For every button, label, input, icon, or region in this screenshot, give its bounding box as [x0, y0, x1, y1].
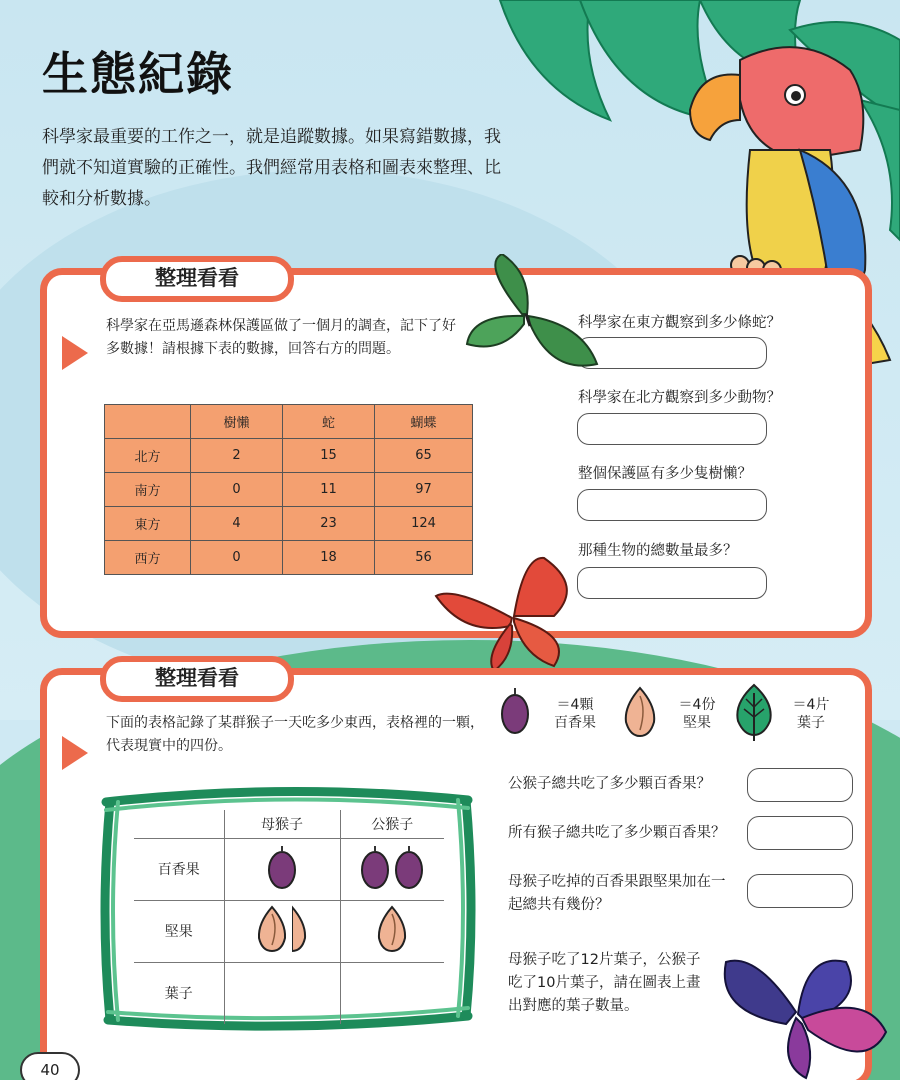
- survey-table: [104, 404, 473, 575]
- row-label: 堅果: [134, 900, 224, 962]
- nut-icon: [622, 686, 658, 738]
- question-all-passionfruit: 所有猴子總共吃了多少顆百香果？: [508, 825, 726, 841]
- nut-icon: [376, 905, 408, 953]
- table-cell: 18: [283, 541, 375, 575]
- table-cell: 2: [191, 439, 283, 473]
- legend-passionfruit-text: [540, 696, 610, 732]
- section2-heading: 整理看看: [100, 656, 294, 702]
- table-header-cell: 母猴子: [224, 810, 340, 838]
- question-female-total: 母猴子吃掉的百香果跟堅果加在一起總共有幾份？: [508, 874, 726, 913]
- answer-box-most-species[interactable]: [577, 567, 767, 599]
- legend-leaf-label: 葉子: [797, 715, 825, 731]
- table-header-cell: [105, 405, 191, 439]
- leaf-icon: [734, 683, 774, 743]
- table-row: [105, 473, 473, 507]
- row-label: 葉子: [164, 986, 193, 1003]
- answer-box-all-passionfruit[interactable]: [747, 816, 853, 850]
- half-nut-icon: [292, 905, 308, 953]
- question-east-snakes: 科學家在東方觀察到多少條蛇？: [578, 315, 781, 331]
- table-header-cell: 樹懶: [191, 405, 283, 439]
- table-cell: 0: [191, 473, 283, 507]
- legend-nut-value: ＝4份: [678, 697, 716, 713]
- table-header-cell: 蛇: [283, 405, 375, 439]
- male-leaf-cell[interactable]: [340, 962, 444, 1024]
- table-cell: 4: [191, 507, 283, 541]
- passionfruit-icon: [500, 686, 530, 736]
- female-passionfruit-cell: [224, 838, 340, 900]
- monkey-table: [134, 810, 444, 1024]
- section1-description: 科學家在亞馬遜森林保護區做了一個月的調查，記下了好多數據！請根據下表的數據，回答右方的問題。: [106, 318, 456, 357]
- answer-box-north-animals[interactable]: [577, 413, 767, 445]
- table-header-cell: [134, 810, 224, 838]
- table-row: [134, 962, 444, 1024]
- table-cell: 56: [375, 541, 473, 575]
- question-north-animals: 科學家在北方觀察到多少動物？: [578, 390, 781, 406]
- legend-leaf-text: [776, 696, 846, 732]
- table-header-row: [105, 405, 473, 439]
- legend-passionfruit-value: ＝4顆: [556, 697, 594, 713]
- row-label: 百香果: [134, 838, 224, 900]
- table-row: [105, 439, 473, 473]
- question-draw-leaves: 母猴子吃了12片葉子，公猴子吃了10片葉子，請在圖表上畫出對應的葉子數量。: [508, 952, 701, 1014]
- green-butterfly-illustration: [462, 254, 602, 384]
- table-cell: 11: [283, 473, 375, 507]
- table-row: [134, 900, 444, 962]
- answer-box-total-sloths[interactable]: [577, 489, 767, 521]
- table-cell: 97: [375, 473, 473, 507]
- table-row: [134, 838, 444, 900]
- question-most-species: 那種生物的總數量最多？: [578, 543, 738, 559]
- blue-butterfly-illustration: [716, 952, 900, 1080]
- female-leaf-cell[interactable]: [224, 962, 340, 1024]
- nut-icon: [256, 905, 288, 953]
- female-nut-cell: [224, 900, 340, 962]
- row-label: 北方: [105, 439, 191, 473]
- table-header-cell: 蝴蝶: [375, 405, 473, 439]
- passionfruit-icon: [267, 844, 297, 890]
- row-label: 東方: [105, 507, 191, 541]
- intro-text: 科學家最重要的工作之一，就是追蹤數據。如果寫錯數據，我們就不知道實驗的正確性。我們經常用表格和圖表來整理、比較和分析數據。: [42, 127, 501, 209]
- passionfruit-icon: [360, 844, 390, 890]
- table-cell: 124: [375, 507, 473, 541]
- page-number: 40: [20, 1052, 80, 1080]
- answer-box-east-snakes[interactable]: [577, 337, 767, 369]
- passionfruit-icon: [394, 844, 424, 890]
- arrow-icon: [62, 736, 88, 770]
- section1-heading: 整理看看: [100, 256, 294, 302]
- table-header-row: [134, 810, 444, 838]
- answer-box-female-total[interactable]: [747, 874, 853, 908]
- table-header-cell: 公猴子: [340, 810, 444, 838]
- legend-passionfruit-label: 百香果: [554, 715, 596, 731]
- table-row: [105, 507, 473, 541]
- legend-leaf-value: ＝4片: [792, 697, 830, 713]
- row-label: 南方: [105, 473, 191, 507]
- table-cell: 23: [283, 507, 375, 541]
- section2-description: 下面的表格記錄了某群猴子一天吃多少東西，表格裡的一顆，代表現實中的四份。: [106, 715, 484, 754]
- table-cell: 65: [375, 439, 473, 473]
- male-nut-cell: [340, 900, 444, 962]
- table-row: [105, 541, 473, 575]
- answer-box-male-passionfruit[interactable]: [747, 768, 853, 802]
- question-male-passionfruit: 公猴子總共吃了多少顆百香果？: [508, 776, 711, 792]
- legend-nut-text: [662, 696, 732, 732]
- question-total-sloths: 整個保護區有多少隻樹懶？: [578, 466, 752, 482]
- red-butterfly-illustration: [434, 556, 584, 676]
- male-passionfruit-cell: [340, 838, 444, 900]
- page-title: 生態紀錄: [42, 47, 234, 101]
- table-cell: 15: [283, 439, 375, 473]
- row-label: 西方: [105, 541, 191, 575]
- legend-nut-label: 堅果: [683, 715, 711, 731]
- arrow-icon: [62, 336, 88, 370]
- table-cell: 0: [191, 541, 283, 575]
